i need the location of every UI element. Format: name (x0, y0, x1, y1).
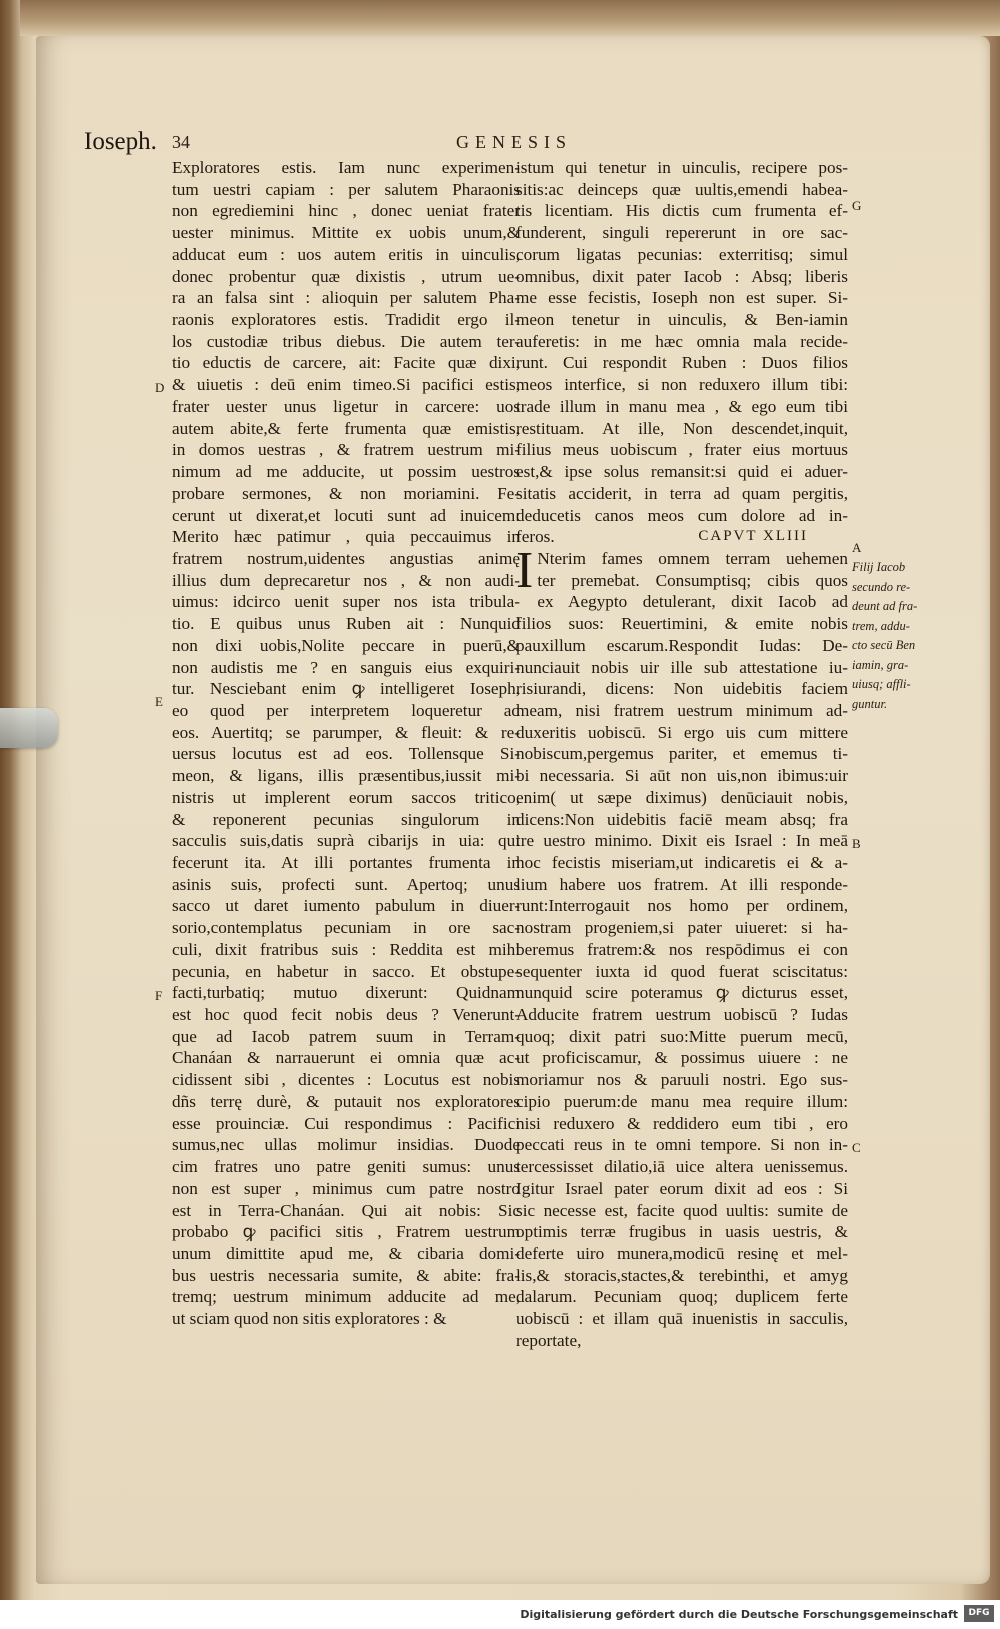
text-line: deferte uiro munera,modicū resinę et mel- (516, 1243, 848, 1263)
text-line: duxeritis uobiscū. Si ergo uis cum mittere (516, 722, 848, 742)
text-line: tio eductis de carcere, ait: Facite quæ dixi, (172, 353, 520, 373)
text-line: tio. E quibus unus Ruben ait : Nunquid (172, 614, 520, 634)
text-line: tremq; uestrum minimum adducite ad me, (172, 1287, 520, 1307)
text-line: sacco ut daret iumento pabulum in diuer- (172, 896, 520, 916)
text-line: peccati reus in te omni tempore. Si non in- (516, 1135, 848, 1155)
text-line: enim( ut sæpe diximus) denūciauit nobis, (516, 787, 848, 807)
marginal-note-line: trem, addu- (852, 618, 910, 633)
text-line: raonis exploratores estis. Tradidit ergo il- (172, 310, 520, 330)
text-line: uester minimus. Mittite ex uobis unum,& (172, 223, 520, 243)
text-line: sumus,nec ullas molimur insidias. Duode (172, 1135, 520, 1155)
text-line: hoc fecistis miseriam,ut indicaretis ei & a- (516, 853, 848, 872)
text-line: me esse fecistis, Ioseph non est super. Si- (516, 288, 848, 308)
marginal-note-line: deunt ad fra- (852, 599, 918, 613)
text-line: risiurandi, dicens: Non uidebitis faciem (516, 679, 848, 699)
text-line: dicens:Non uidebitis faciē meam absq; fra (516, 809, 848, 829)
text-line: asinis suis, profecti sunt. Apertoq; unus (172, 874, 520, 894)
text-line: que ad Iacob patrem suum in Terram- (172, 1026, 520, 1046)
text-line: Nterim fames omnem terram uehemen (537, 548, 848, 568)
text-line: uersus locutus est ad eos. Tollensque Si- (172, 744, 520, 764)
text-line: facti,turbatiq; mutuo dixerunt: Quidnam (172, 983, 520, 1003)
text-line: meon, & ligans, illis præsentibus,iussit mi- (172, 766, 520, 786)
left-text-column (172, 157, 520, 1330)
section-marker-e: E (155, 694, 163, 709)
right-text-column (516, 157, 848, 1352)
text-line: nobiscum,pergemus pariter, et ememus ti- (516, 744, 848, 764)
text-line: nunquid scire poteramus ꝙ dicturus esset, (516, 983, 848, 1003)
text-line: pecunia, en habetur in sacco. Et obstupe- (172, 961, 520, 981)
text-line: quoq; dixit patri suo:Mitte puerum mecū, (516, 1026, 848, 1046)
text-line: nistris ut implerent eorum saccos tritico, (172, 787, 520, 807)
text-line: filius meus uobiscum , frater eius mortuus (516, 440, 848, 460)
running-title: GENESIS (456, 132, 573, 152)
text-line: runt:Interrogauit nos homo per ordinem, (516, 896, 848, 916)
text-line: Igitur Israel pater eorum dixit ad eos : Si (516, 1178, 848, 1198)
marginal-note-line: iamin, gra- (852, 657, 909, 672)
text-line: non dixi uobis,Nolite peccare in puerū,& (172, 635, 520, 655)
text-line: & uiuetis : deū enim timeo.Si pacifici estis, (172, 375, 520, 395)
text-line: bus uestris necessaria sumite, & abite: fra- (172, 1265, 520, 1285)
text-line: ter premebat. Consumptisq; cibis quos (537, 570, 848, 590)
text-line: illius dum deprecaretur nos , & non audi- (172, 570, 520, 590)
text-line: tis licentiam. His dictis cum frumenta ef- (516, 201, 848, 221)
marginal-note-line: uiusq; affli- (852, 677, 911, 691)
text-line: fecerunt ita. At illi portantes frumenta in (172, 853, 520, 872)
text-line: deducetis canos meos cum dolore ad in- (516, 505, 848, 525)
text-line: meon tenetur in uinculis, & Ben-iamin (516, 310, 848, 330)
text-line: ut sciam quod non sitis exploratores : & (172, 1309, 447, 1329)
text-line: Adducite fratrem uestrum uobiscū ? Iudas (516, 1005, 848, 1025)
running-head: Ioseph. (84, 128, 157, 155)
marginal-note-line: secundo re- (852, 579, 911, 594)
text-line: donec probentur quæ dixistis , utrum ue- (172, 266, 520, 286)
text-line: & reponerent pecunias singulorum in (172, 809, 520, 829)
text-line: est,& ipse solus remansit:si quid ei aduer- (516, 462, 848, 482)
marginal-note-line: guntur. (852, 696, 888, 711)
text-line: meam, nisi fratrem uestrum minimum ad- (516, 700, 848, 720)
text-line: reportate, (516, 1330, 582, 1350)
drop-capital: I (516, 541, 534, 599)
text-line: unum dimittite apud me, & cibaria domi- (172, 1243, 520, 1263)
text-line: tre uestro minimo. Dixit eis Israel : In meā (516, 831, 848, 851)
text-line: probare sermones, & non moriamini. Fe- (172, 483, 520, 503)
dfg-logo: DFG (964, 1605, 994, 1622)
section-marker-g: G (852, 198, 862, 213)
text-line: bi necessaria. Si aūt non uis,non ibimus:uir (516, 766, 848, 786)
text-line: in domos uestras , & fratrem uestrum mi- (172, 440, 520, 460)
text-line: los custodiæ tribus diebus. Die autem ter- (172, 331, 520, 351)
text-line: Merito hæc patimur , quia peccauimus in (172, 527, 520, 547)
right-column-chapter-text (516, 541, 848, 1352)
text-line: meos interfice, si non reduxero illum tibi: (516, 375, 848, 395)
text-line: nostram progeniem,si pater uiueret: si ha- (516, 918, 848, 938)
chapter-preceding-word: feros. (516, 527, 555, 547)
text-line: tur. Nesciebant enim ꝙ intelligeret Ioseph, (172, 679, 520, 699)
text-line: cim fratres uno patre geniti sumus: unus (172, 1157, 520, 1177)
text-line: restituam. At ille, Non descendet,inquit, (516, 418, 848, 438)
text-line: pauxillum escarum.Respondit Iudas: De- (516, 635, 848, 655)
text-line: cipio puerum:de manu mea require illum: (516, 1091, 848, 1111)
text-line: adducat eum : uos autem eritis in uinculis, (172, 244, 520, 264)
text-line: ut proficiscamur, & possimus uiuere : ne (516, 1048, 848, 1068)
text-line: istum qui tenetur in uinculis, recipere pos- (516, 158, 848, 177)
footer-credit: Digitalisierung gefördert durch die Deutsche Forschungsgemeinschaft (520, 1608, 958, 1621)
text-line: sacculis suis,datis suprà cibarijs in uia: qui (172, 831, 520, 851)
text-line: non est super , minimus cum patre nostro (172, 1178, 520, 1198)
text-line: funderent, singuli repererunt in ore sac- (516, 223, 848, 243)
page-clip (0, 708, 58, 748)
text-line: est hoc quod fecit nobis deus ? Venerunt- (172, 1005, 520, 1025)
text-line: sorio,contemplatus pecuniam in ore sac- (172, 918, 520, 938)
text-line: eo quod per interpretem loqueretur ad (172, 700, 520, 720)
text-line: dñs terrę durè, & putauit nos exploratores (172, 1091, 520, 1111)
section-marker-f: F (155, 988, 163, 1003)
text-line: trade illum in manu mea , & ego eum tibi (516, 396, 848, 416)
marginal-note-line: Filij Iacob (852, 560, 906, 574)
text-line: Exploratores estis. Iam nunc experimen- (172, 158, 520, 177)
text-line: tercessisset dilatio,iā uice altera uenissemus. (516, 1157, 848, 1177)
text-line: esse prouinciæ. Cui respondimus : Pacifici (172, 1113, 520, 1133)
text-line: filios suos: Reuertimini, & emite nobis (516, 614, 848, 634)
text-line: autem abite,& ferte frumenta quæ emistis, (172, 418, 520, 438)
text-line: est in Terra-Chanáan. Qui ait nobis: Sic (172, 1200, 520, 1220)
text-line: uobiscū : et illam quā inuenistis in sacculis, (516, 1309, 848, 1329)
page-number: 34 (172, 132, 190, 152)
text-line: Chanáan & narrauerunt ei omnia quæ ac- (172, 1048, 520, 1068)
text-line: corum ligatas pecunias: exterritisq; simul (516, 244, 848, 264)
chapter-heading: CAPVT XLIII (698, 528, 808, 545)
text-line: sitis:ac deinceps quæ uultis,emendi habea- (516, 179, 848, 199)
text-line: non egrediemini hinc , donec ueniat frater (172, 201, 520, 221)
text-line: ex Aegypto detulerant, dixit Iacob ad (537, 592, 848, 612)
text-line: lis,& storacis,stactes,& terebinthi, et amyg (516, 1265, 848, 1285)
text-line: runt. Cui respondit Ruben : Duos filios (516, 353, 848, 373)
text-line: tum uestri capiam : per salutem Pharaonis (172, 179, 520, 199)
text-line: frater uester unus ligetur in carcere: uos (172, 396, 520, 416)
marginal-note (852, 558, 932, 714)
text-line: sequenter iuxta id quod fuerat sciscitatus: (516, 961, 848, 981)
text-line: cerunt ut dixerat,et locuti sunt ad inuicem: (172, 505, 520, 525)
text-line: non audistis me ? en sanguis eius exquiri- (172, 657, 520, 677)
text-line: fratrem nostrum,uidentes angustias animę (172, 548, 520, 568)
text-line: nunciauit nobis uir ille sub attestatione iu- (516, 657, 848, 677)
right-column-top-text (516, 157, 848, 526)
text-line: eos. Auertitq; se parumper, & fleuit: & re- (172, 722, 520, 742)
text-line: optimis terræ frugibus in uasis uestris, & (516, 1222, 848, 1242)
text-line: sic necesse est, facite quod uultis: sumite de (516, 1200, 848, 1220)
footer-bar (0, 1600, 1000, 1629)
text-line: lium habere uos fratrem. At illi responde- (516, 874, 848, 894)
text-line: ra an falsa sint : alioquin per salutem Pha- (172, 288, 520, 308)
text-line: nimum ad me adducite, ut possim uestros (172, 462, 520, 482)
text-line: culi, dixit fratribus suis : Reddita est mihi (172, 939, 520, 959)
text-line: auferetis: in me hæc omnia mala recide- (516, 331, 848, 351)
page-top-edge (20, 0, 1000, 36)
text-line: cidissent sibi , dicentes : Locutus est nobis (172, 1070, 520, 1090)
text-line: uimus: idcirco uenit super nos ista tribula- (172, 592, 520, 612)
text-line: nisi reduxero & reddidero eum tibi , ero (516, 1113, 848, 1133)
marginal-note-line: cto secū Ben (852, 638, 916, 652)
text-line: probabo ꝙ pacifici sitis , Fratrem uestrum (172, 1222, 520, 1242)
section-marker-c: C (852, 1140, 861, 1155)
section-marker-d: D (155, 380, 165, 395)
text-line: dalarum. Pecuniam quoq; duplicem ferte (516, 1287, 848, 1307)
text-line: omnibus, dixit pater Iacob : Absq; liberis (516, 266, 848, 286)
text-line: beremus fratrem:& nos respōdimus ei con (516, 939, 848, 959)
chapter-heading-line (516, 526, 848, 548)
text-line: sitatis acciderit, in terra ad quam pergitis, (516, 483, 848, 503)
section-marker-b: B (852, 836, 861, 851)
text-line: moriamur nos & paruuli nostri. Ego sus- (516, 1070, 848, 1090)
section-marker-a: A (852, 540, 862, 555)
